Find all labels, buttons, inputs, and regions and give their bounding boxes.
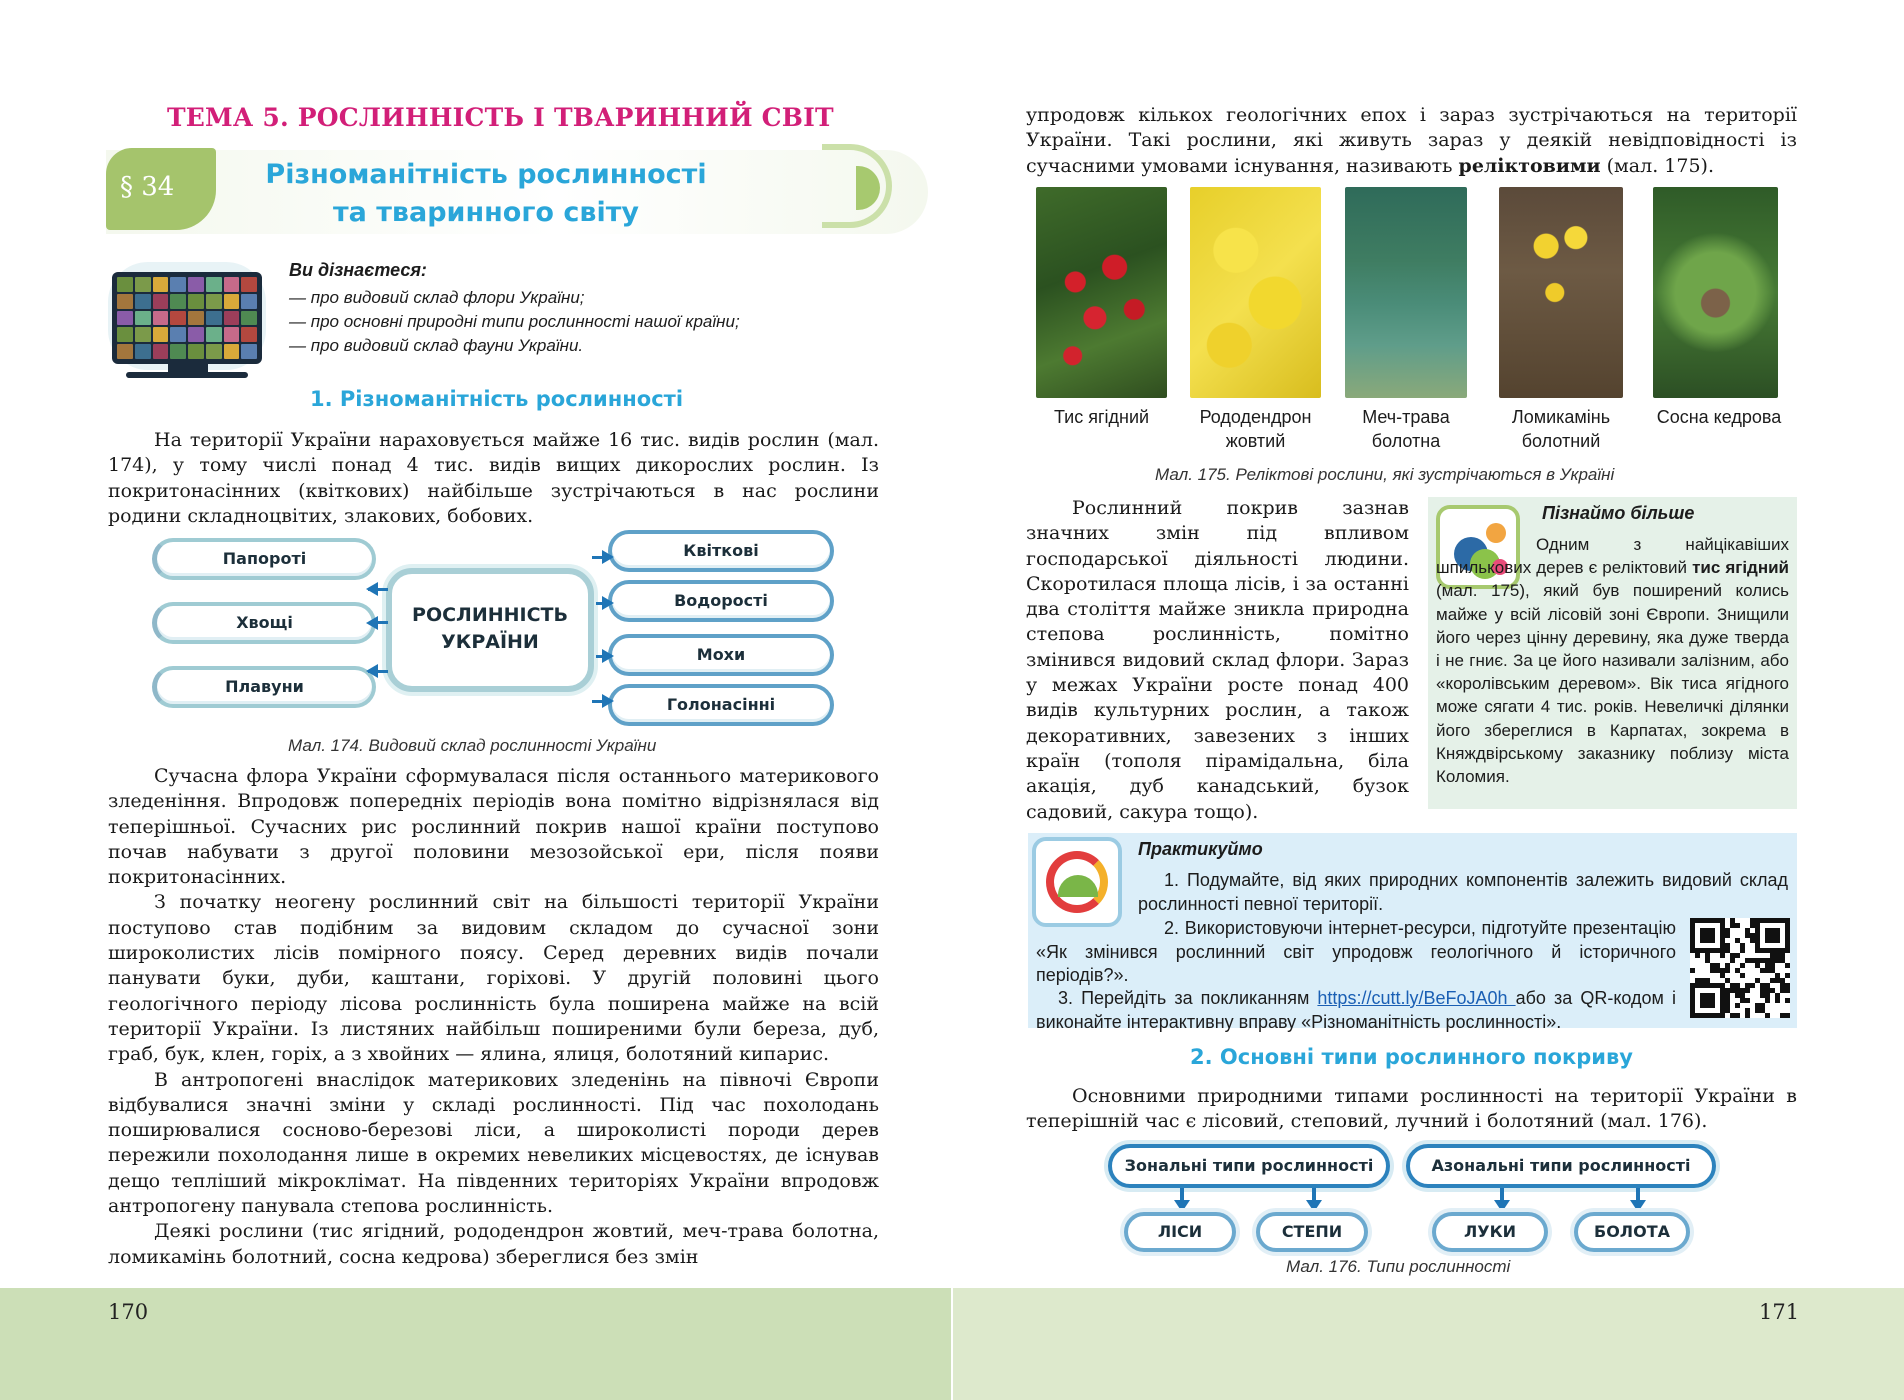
thumbnail-tile <box>117 294 133 309</box>
practice-box <box>1028 833 1797 1032</box>
diagram-node-flowering: Квіткові <box>608 530 834 572</box>
diagram-center-line2: УКРАЇНИ <box>441 631 539 653</box>
diagram-arrowhead <box>602 596 614 610</box>
learning-goal-item: — про основні природні типи рослинності нашої країни; <box>289 312 740 331</box>
photo-label-yew <box>1036 405 1167 429</box>
figure-caption-175: Мал. 175. Реліктові рослини, які зустрічаються в Україні <box>1155 465 1615 484</box>
practice-item-text: або за QR-кодом і виконайте інтерактивну вправу «Різноманітність рослинності». <box>1036 988 1676 1032</box>
practice-item-1 <box>1138 869 1788 916</box>
page-number-left: 170 <box>108 1300 149 1324</box>
thumbnail-tile <box>117 344 133 359</box>
subheading-plant-diversity: 1. Різноманітність рослинності <box>310 387 684 411</box>
thumbnail-tile <box>188 311 204 326</box>
diagram-center-line1: РОСЛИННІСТЬ <box>412 604 568 626</box>
diagram-node-horsetails: Хвощі <box>152 602 376 644</box>
photo-label-line: жовтий <box>1225 431 1286 451</box>
thumbnail-tile <box>241 311 257 326</box>
thumbnail-tile <box>188 294 204 309</box>
thumbnail-tile <box>135 294 151 309</box>
paragraph-text: Сучасна флора України сформувалася після останнього материкового зледеніння. Впродовж попередніх періодів вона помітно відрізнялася від теперішньої. Сучасних рис рослинний покрив нашої країни поступово почав набувати з другої половини мезозойської ери, після появи покритонасінних. <box>108 765 879 889</box>
thumbnail-tile <box>241 344 257 359</box>
thumbnail-tile <box>206 311 222 326</box>
diagram-arrowhead <box>366 582 378 596</box>
thumbnail-tile <box>170 327 186 342</box>
paragraph-text: З початку неогену рослинний світ на більшості території України поступово став подібним за видовим складом до сучасної зони широколистих лісів помірного поясу. Серед деревних видів почали панувати буки, дуби, каштани, горіхові. У другій половині цього геологічного періоду лісова рослинність була поширена майже на всій території України. Із листяних найбільш поширеними були береза, дуб, граб, бук, клен, горіх, а з хвойних — ялина, ялиця, болотяний кипарис. <box>108 891 879 1066</box>
thumbnail-tile <box>153 311 169 326</box>
lesson-banner <box>86 130 928 240</box>
photo-label-line: болотна <box>1371 431 1441 451</box>
learning-goals-heading: Ви дізнаєтеся: <box>289 260 427 280</box>
thumbnail-tile <box>206 294 222 309</box>
lesson-title-line2: та тваринного світу <box>333 197 639 228</box>
thumbnail-tile <box>188 344 204 359</box>
diagram-node-steppes: СТЕПИ <box>1256 1212 1368 1252</box>
monitor-stand <box>168 364 208 372</box>
diagram-node-clubmosses: Плавуни <box>152 666 376 708</box>
section-number: § 34 <box>120 172 175 202</box>
photo-label-line: болотний <box>1521 431 1601 451</box>
monitor-screen <box>112 272 262 364</box>
diagram-arrowhead <box>366 664 378 678</box>
diagram-arrowhead <box>366 616 378 630</box>
thumbnail-tile <box>153 344 169 359</box>
learning-goals <box>289 258 740 358</box>
photo-rhododendron <box>1190 187 1321 398</box>
photo-label-line: Сосна кедрова <box>1656 407 1782 427</box>
thumbnail-tile <box>153 327 169 342</box>
paragraph-text: Основними природними типами рослинності на території України в теперішній час є лісовий, степовий, лучний і болотяний (мал. 176). <box>1026 1085 1797 1133</box>
paragraph <box>1026 1084 1797 1135</box>
practice-title: Практикуймо <box>1138 839 1263 859</box>
photo-label-cladium <box>1336 405 1476 453</box>
learning-goal-item: — про видовий склад флори України; <box>289 288 585 307</box>
thumbnail-tile <box>188 327 204 342</box>
thumbnail-tile <box>241 294 257 309</box>
diagram-node-forests: ЛІСИ <box>1124 1212 1236 1252</box>
photo-cedar-pine <box>1653 187 1778 398</box>
thumbnail-tile <box>117 277 133 292</box>
thumbnail-tile <box>224 344 240 359</box>
diagram-arrowhead <box>602 649 614 663</box>
thumbnail-tile <box>188 277 204 292</box>
diagram-node-gymnosperms: Голонасінні <box>608 684 834 726</box>
paragraph-text: Деякі рослини (тис ягідний, рододендрон жовтий, меч-трава болотна, ломикамінь болотний, сосна кедрова) збереглися без змін <box>108 1220 879 1268</box>
figure-caption-176: Мал. 176. Типи рослинності <box>1286 1257 1511 1276</box>
thumbnail-tile <box>241 277 257 292</box>
practice-item-2 <box>1036 917 1676 988</box>
thumbnail-tile <box>135 311 151 326</box>
relict-term: реліктовими <box>1458 154 1601 177</box>
paragraph <box>1026 103 1797 179</box>
diagram-plant-composition <box>150 530 840 730</box>
thumbnail-tile <box>153 277 169 292</box>
thumbnail-tile <box>224 294 240 309</box>
diagram-arrowhead <box>602 694 614 708</box>
thumbnail-tile <box>206 327 222 342</box>
photo-label-cedar-pine <box>1646 405 1792 429</box>
learn-more-text-part: Одним з найцікавіших шпилькових дерев є реліктовий <box>1436 535 1789 578</box>
diagram-node-azonal: Азональні типи рослинності <box>1406 1144 1716 1188</box>
diagram-node-zonal: Зональні типи рослинності <box>1108 1144 1390 1188</box>
qr-code[interactable] <box>1690 918 1790 1018</box>
thumbnail-tile <box>170 277 186 292</box>
diagram-center-node <box>386 568 594 692</box>
practice-item-text: 2. Використовуючи інтернет-ресурси, підготуйте презентацію «Як змінився рослинний світ упродовж геологічного й історичного періодів?». <box>1036 918 1676 985</box>
thumbnail-tile <box>170 311 186 326</box>
learning-goal-item: — про видовий склад фауни України. <box>289 336 584 355</box>
diagram-connector <box>378 621 388 624</box>
photo-label-line: Меч-трава <box>1362 407 1450 427</box>
thumbnail-tile <box>224 277 240 292</box>
diagram-node-ferns: Папороті <box>152 538 376 580</box>
diagram-node-mosses: Мохи <box>608 634 834 676</box>
thumbnail-tile <box>206 277 222 292</box>
practice-item-text: 1. Подумайте, від яких природних компонентів залежить видовий склад рослинності певної території. <box>1138 870 1788 914</box>
diagram-vegetation-types <box>1104 1140 1724 1252</box>
learn-more-title: Пізнаймо більше <box>1542 503 1695 523</box>
figure-caption-174: Мал. 174. Видовий склад рослинності України <box>288 736 657 755</box>
learn-more-bold: тис ягідний <box>1692 558 1790 578</box>
thumbnail-tile <box>135 277 151 292</box>
paragraph-text-part: (мал. 175). <box>1600 154 1715 177</box>
diagram-node-meadows: ЛУКИ <box>1432 1212 1548 1252</box>
diagram-node-algae: Водорості <box>608 580 834 622</box>
diagram-arrowhead <box>1174 1200 1190 1212</box>
thumbnail-tile <box>135 327 151 342</box>
diagram-arrowhead <box>1306 1200 1322 1212</box>
thumbnail-tile <box>117 327 133 342</box>
paragraph <box>108 428 879 529</box>
photo-saxifrage <box>1499 187 1623 398</box>
paragraph-text <box>1026 103 1797 179</box>
monitor-base <box>126 372 248 378</box>
photo-label-saxifrage <box>1490 405 1632 453</box>
lesson-title <box>236 156 736 232</box>
diagram-arrowhead <box>1494 1200 1510 1212</box>
diagram-arrowhead <box>1630 1200 1646 1212</box>
thumbnail-tile <box>224 311 240 326</box>
qr-module <box>1785 1013 1790 1018</box>
photo-label-line: Рододендрон <box>1199 407 1312 427</box>
paragraph-text-part: упродовж кількох геологічних епох і зараз зустрічаються на території України. Такі рослини, які живуть зараз у деякій невідповідності із сучасними умовами існування, називають <box>1026 104 1797 177</box>
photo-yew <box>1036 187 1167 398</box>
thumbnail-tile <box>224 327 240 342</box>
topic-title: ТЕМА 5. РОСЛИННІСТЬ І ТВАРИННИЙ СВІТ <box>167 103 834 132</box>
paragraph-text: Рослинний покрив зазнав значних змін під впливом господарської діяльності людини. Скоротилася площа лісів, і за останні два століття майже зникла природна степова рослинність, помітно змінився видовий склад флори. Зараз у межах України росте понад 400 видів культурних рослин, а також декоративних, завезених з інших країн (тополя пірамідальна, біла акація, дуб канадський, бузок садовий, сакура тощо). <box>1026 497 1409 823</box>
photo-label-line: Ломикамінь <box>1511 407 1611 427</box>
lesson-title-line1: Різноманітність рослинності <box>265 159 707 190</box>
thumbnail-tile <box>170 344 186 359</box>
photo-label-line: Тис ягідний <box>1053 407 1150 427</box>
thumbnail-tile <box>117 311 133 326</box>
learn-more-text <box>1436 533 1789 788</box>
thumbnail-tile <box>241 327 257 342</box>
paragraph-text: На території України нараховується майже 16 тис. видів рослин (мал. 174), у тому числі понад 4 тис. видів вищих дикорослих рослин. Із покритонасінних (квіткових) найбільше зустрічаються в нас рослини родини складноцвітих, злакових, бобових. <box>108 429 879 527</box>
photo-label-rhododendron <box>1180 405 1331 453</box>
section-badge <box>106 148 216 230</box>
thumbnail-tile <box>153 294 169 309</box>
thumbnail-tile <box>170 294 186 309</box>
practice-link[interactable]: https://cutt.ly/BeFoJA0h <box>1317 988 1516 1008</box>
diagram-arrowhead <box>602 550 614 564</box>
learn-more-box <box>1428 497 1797 809</box>
subheading-vegetation-types: 2. Основні типи рослинного покриву <box>1190 1045 1633 1069</box>
practice-item-text: 3. Перейдіть за покликанням <box>1058 988 1318 1008</box>
thumbnail-tile <box>206 344 222 359</box>
page-number-right: 171 <box>1759 1300 1800 1324</box>
paragraph-text: В антропогені внаслідок материкових зледенінь на півночі Європи відбувалися значні зміни у складі рослинності. Під час похолодань поширювалися сосново-березові ліси, а широколисті породи дерев пережили похолодання лише в окремих невеликих місцевостях, де існував дещо тепліший мікроклімат. На південних територіях України впродовж антропогену панувала степова рослинність. <box>108 1068 879 1218</box>
diagram-node-swamps: БОЛОТА <box>1574 1212 1690 1252</box>
practice-item-3 <box>1036 987 1676 1034</box>
paragraph <box>1026 496 1409 825</box>
learn-more-text-part: (мал. 175), який був поширений колись майже у всій лісовій зоні Європи. Знищили його через цінну деревину, яка дуже тверда і не гниє. За це його називали залізним, або «королівським деревом». Вік тиса ягідного може сягати 4 тис. років. Невеличкі ділянки його збереглися в Карпатах, зокрема в Княждвірському заказнику поблизу міста Коломия. <box>1436 581 1789 787</box>
photo-cladium <box>1345 187 1467 398</box>
monitor-gallery-illustration <box>108 262 266 382</box>
main-text-block <box>108 764 879 1270</box>
thumbnail-tile <box>135 344 151 359</box>
practice-cycle-icon <box>1032 837 1122 927</box>
